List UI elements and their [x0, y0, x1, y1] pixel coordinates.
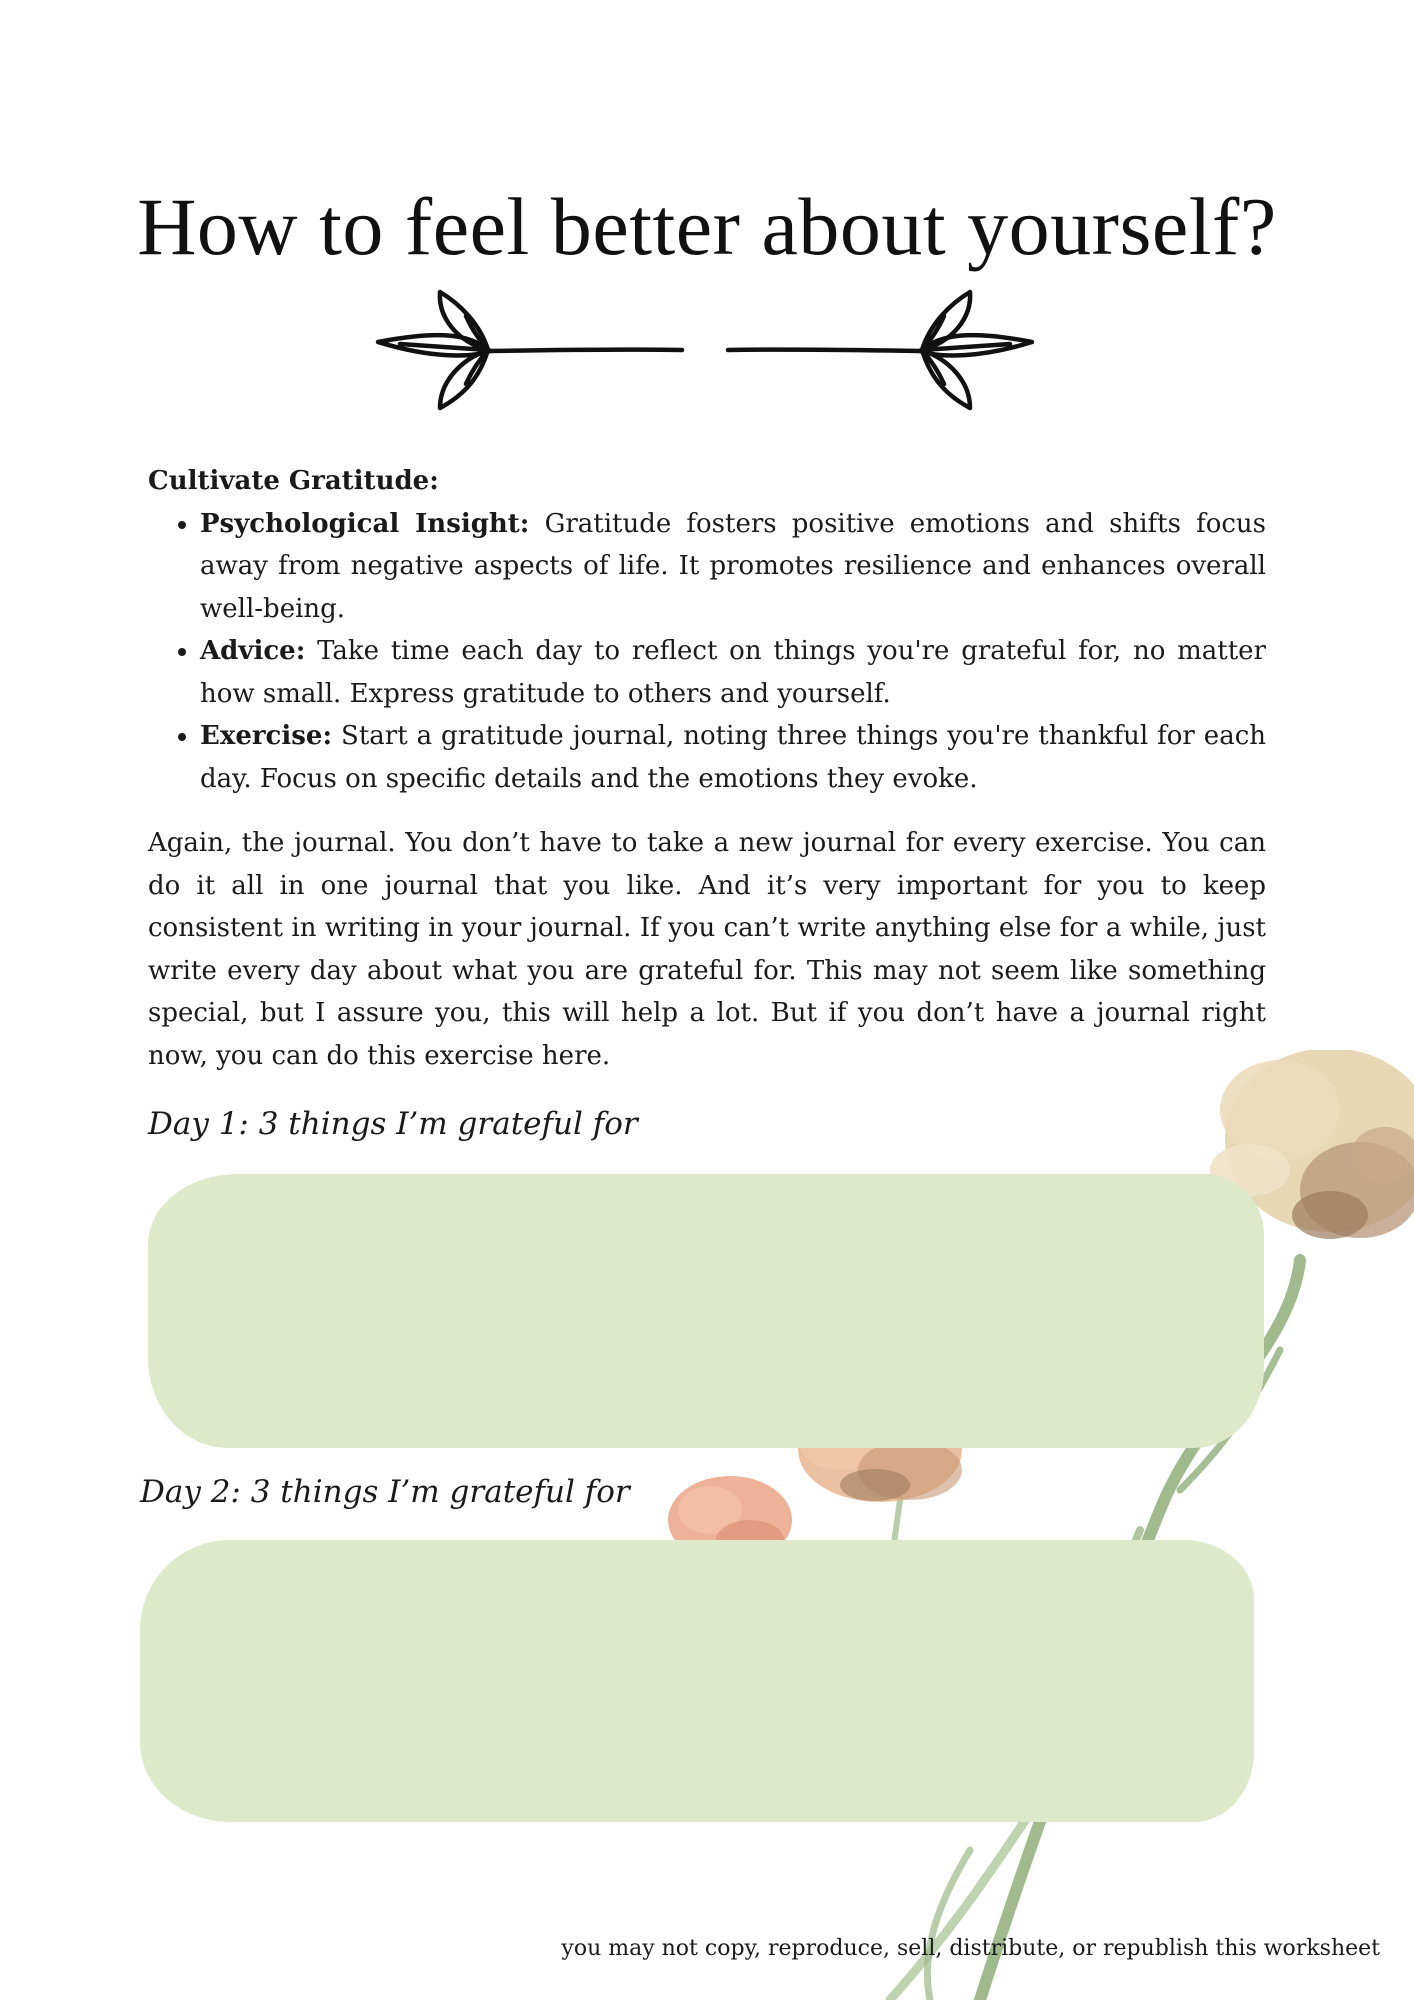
bullet-label: Advice:	[200, 636, 306, 666]
bullet-list	[148, 503, 1266, 801]
copyright-footer: you may not copy, reproduce, sell, distribute, or republish this worksheet	[561, 1936, 1380, 1961]
day-2-writing-area[interactable]	[140, 1540, 1254, 1822]
list-item	[200, 503, 1266, 631]
day-2-label: Day 2: 3 things I’m grateful for	[140, 1474, 630, 1510]
bullet-label: Psychological Insight:	[200, 508, 530, 539]
list-item	[200, 630, 1266, 715]
bullet-text: Gratitude fosters positive emotions and shifts focus away from negative aspects of life. It promotes resilience and enhances overall well-being.	[200, 508, 1267, 624]
day-1-writing-area[interactable]	[148, 1174, 1264, 1448]
body-paragraph: Again, the journal. You don’t have to take a new journal for every exercise. You can do it all in one journal that you like. And it’s very important for you to keep consistent in writing in your journal. If you can’t write anything else for a while, just write every day about what you are grateful for. This may not seem like something special, but I assure you, this will help a lot. But if you don’t have a journal right now, you can do this exercise here.	[148, 828, 1266, 1071]
page-title: How to feel better about yourself?	[137, 181, 1277, 272]
bullet-text: Start a gratitude journal, noting three things you're thankful for each day. Focus on specific details and the emotions they evoke.	[200, 721, 1266, 794]
bullet-text: Take time each day to reflect on things you're grateful for, no matter how small. Express gratitude to others and yourself.	[200, 636, 1266, 709]
bullet-label: Exercise:	[200, 721, 333, 751]
content-body	[148, 460, 1266, 1077]
section-heading: Cultivate Gratitude:	[148, 466, 439, 496]
leaf-arrow-divider-icon	[370, 284, 1040, 414]
list-item	[200, 715, 1266, 800]
day-1-label: Day 1: 3 things I’m grateful for	[148, 1106, 638, 1142]
